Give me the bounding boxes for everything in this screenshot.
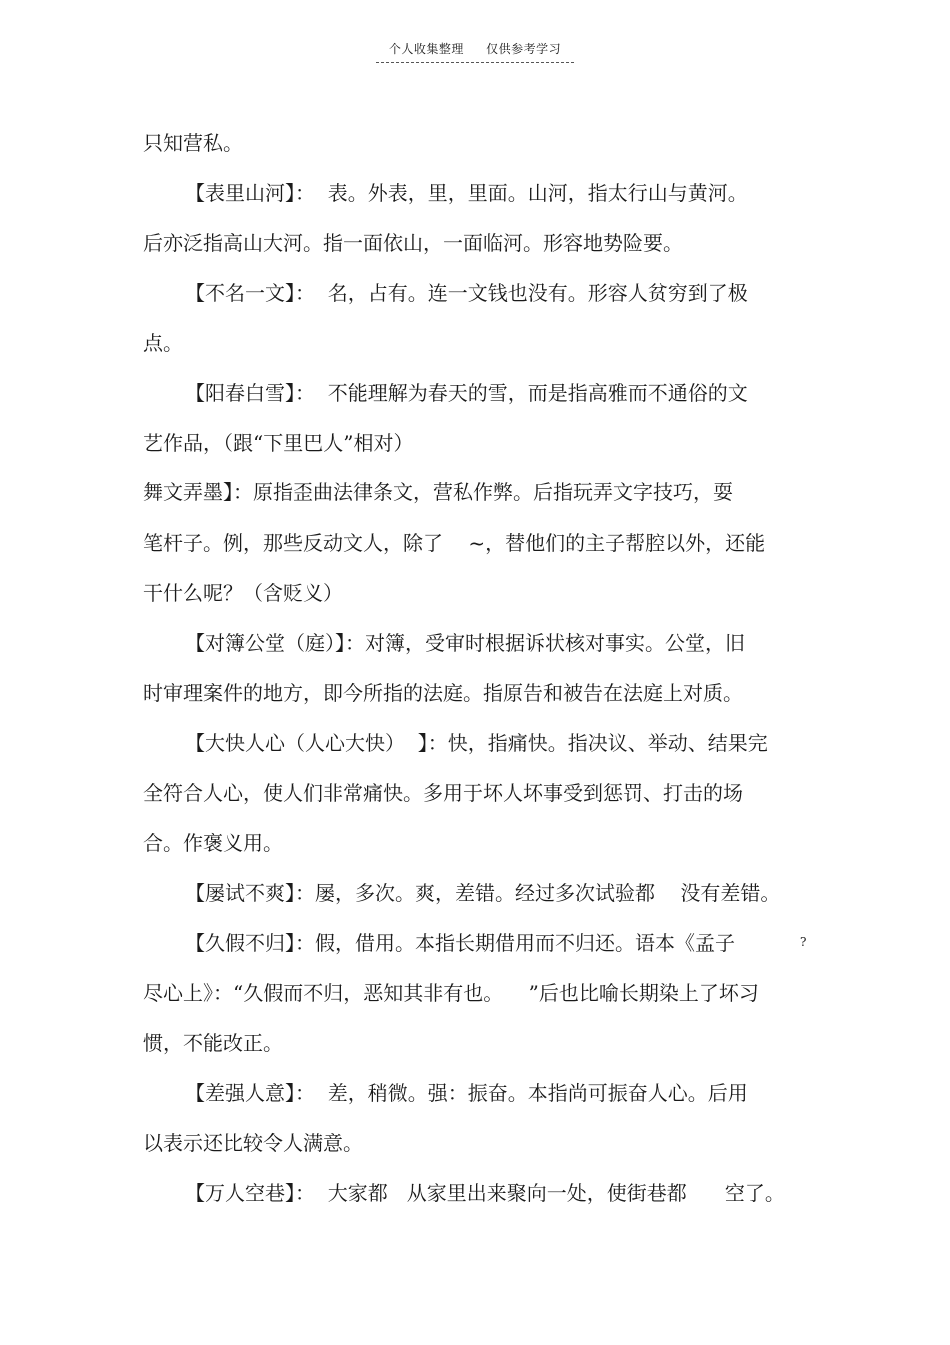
text-line: 【表里山河】： 表。外表，里，里面。山河，指太行山与黄河。 [185,181,748,205]
text-line: 【万人空巷】： 大家都 从家里出来聚向一处，使街巷都 空了。 [185,1181,785,1205]
text-line: 时审理案件的地方，即今所指的法庭。指原告和被告在法庭上对质。 [143,681,743,705]
text-line: 艺作品，（跟“下里巴人”相对） [143,431,414,455]
header-right-text: 仅供参考学习 [486,42,562,56]
text-line: 以表示还比较令人满意。 [143,1131,363,1155]
text-line: 【阳春白雪】： 不能理解为春天的雪，而是指高雅而不通俗的文 [185,381,748,405]
text-line: 尽心上》：“久假而不归，恶知其非有也。 ”后也比喻长期染上了坏习 [143,981,759,1005]
stray-question-mark: ? [800,935,807,949]
text-line: 【大快人心（人心大快） 】：快，指痛快。指决议、举动、结果完 [185,731,768,755]
text-line: 【屡试不爽】：屡，多次。爽，差错。经过多次试验都 没有差错。 [185,881,781,905]
text-line: 【差强人意】： 差，稍微。强：振奋。本指尚可振奋人心。后用 [185,1081,748,1105]
text-line: 合。作褒义用。 [143,831,283,855]
text-line: 【久假不归】：假，借用。本指长期借用而不归还。语本《孟子 [185,931,735,955]
text-line: 【不名一文】： 名，占有。连一文钱也没有。形容人贫穷到了极 [185,281,748,305]
text-line: 干什么呢？（含贬义） [143,581,343,605]
text-line: 笔杆子。例，那些反动文人，除了 ~，替他们的主子帮腔以外，还能 [143,531,766,555]
header-underline [376,40,574,63]
text-line: 点。 [143,331,183,355]
page-header [0,40,950,63]
text-line: 惯，不能改正。 [143,1031,283,1055]
text-line: 只知营私。 [143,131,243,155]
text-line: 后亦泛指高山大河。指一面依山，一面临河。形容地势险要。 [143,231,683,255]
header-left-text: 个人收集整理 [388,42,464,56]
text-line: 全符合人心，使人们非常痛快。多用于坏人坏事受到惩罚、打击的场 [143,781,743,805]
text-line: 舞文弄墨】：原指歪曲法律条文，营私作弊。后指玩弄文字技巧，耍 [143,480,733,504]
text-line: 【对簿公堂（庭）】：对簿，受审时根据诉状核对事实。公堂，旧 [185,631,745,655]
